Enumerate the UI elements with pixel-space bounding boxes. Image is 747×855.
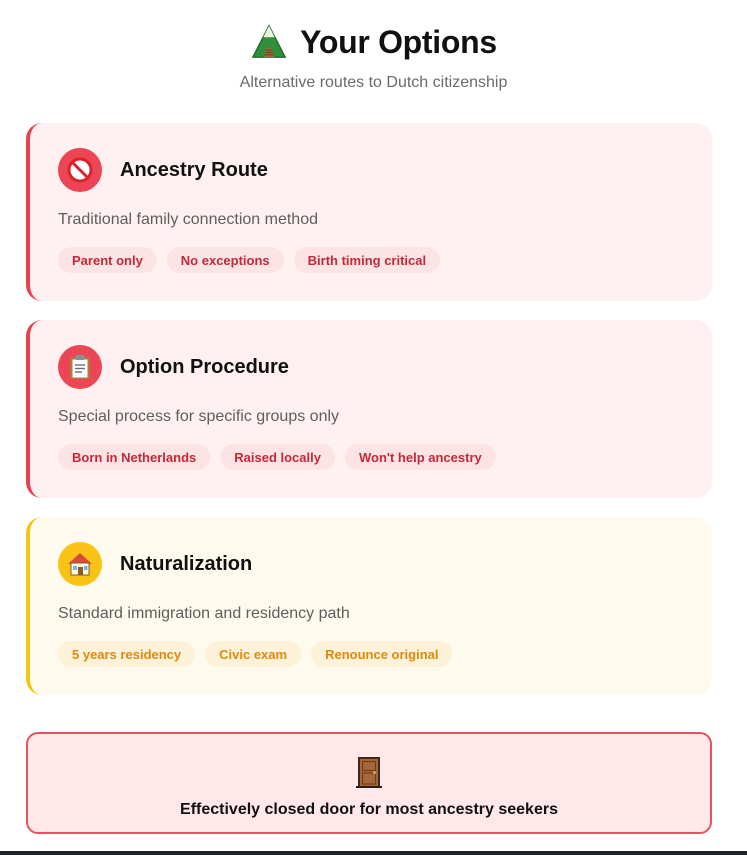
option-card-option-procedure[interactable] (26, 320, 712, 498)
card-title: Naturalization (120, 552, 253, 575)
tag: Parent only (58, 247, 157, 273)
prohibited-icon (58, 148, 102, 192)
option-card-naturalization[interactable] (26, 517, 712, 695)
tag-list (58, 444, 684, 470)
card-title: Ancestry Route (120, 158, 268, 181)
card-description: Special process for specific groups only (58, 408, 340, 425)
card-header (58, 147, 684, 193)
house-icon (58, 542, 102, 586)
bottom-edge-bar (0, 851, 747, 855)
option-card-ancestry-route[interactable] (26, 123, 712, 301)
notice-text: Effectively closed door for most ancestry seekers (180, 801, 558, 818)
page-header (0, 0, 747, 92)
tag: No exceptions (167, 247, 284, 273)
clipboard-icon (58, 345, 102, 389)
tag: Born in Netherlands (58, 444, 210, 470)
tag: Civic exam (205, 641, 301, 667)
tag: 5 years residency (58, 641, 195, 667)
mountain-icon (250, 23, 288, 61)
tag: Renounce original (311, 641, 452, 667)
tag-list (58, 247, 684, 273)
card-title: Option Procedure (120, 355, 289, 378)
page-title: Your Options (300, 23, 497, 60)
closed-door-notice (26, 732, 712, 834)
card-header (58, 344, 684, 390)
card-header (58, 541, 684, 587)
tag: Won't help ancestry (345, 444, 496, 470)
card-description: Traditional family connection method (58, 211, 318, 228)
door-icon (356, 756, 382, 788)
card-description: Standard immigration and residency path (58, 605, 350, 622)
title-row (0, 22, 747, 62)
page-subtitle: Alternative routes to Dutch citizenship (239, 74, 508, 91)
tag: Raised locally (220, 444, 335, 470)
tag-list (58, 641, 684, 667)
tag: Birth timing critical (294, 247, 440, 273)
